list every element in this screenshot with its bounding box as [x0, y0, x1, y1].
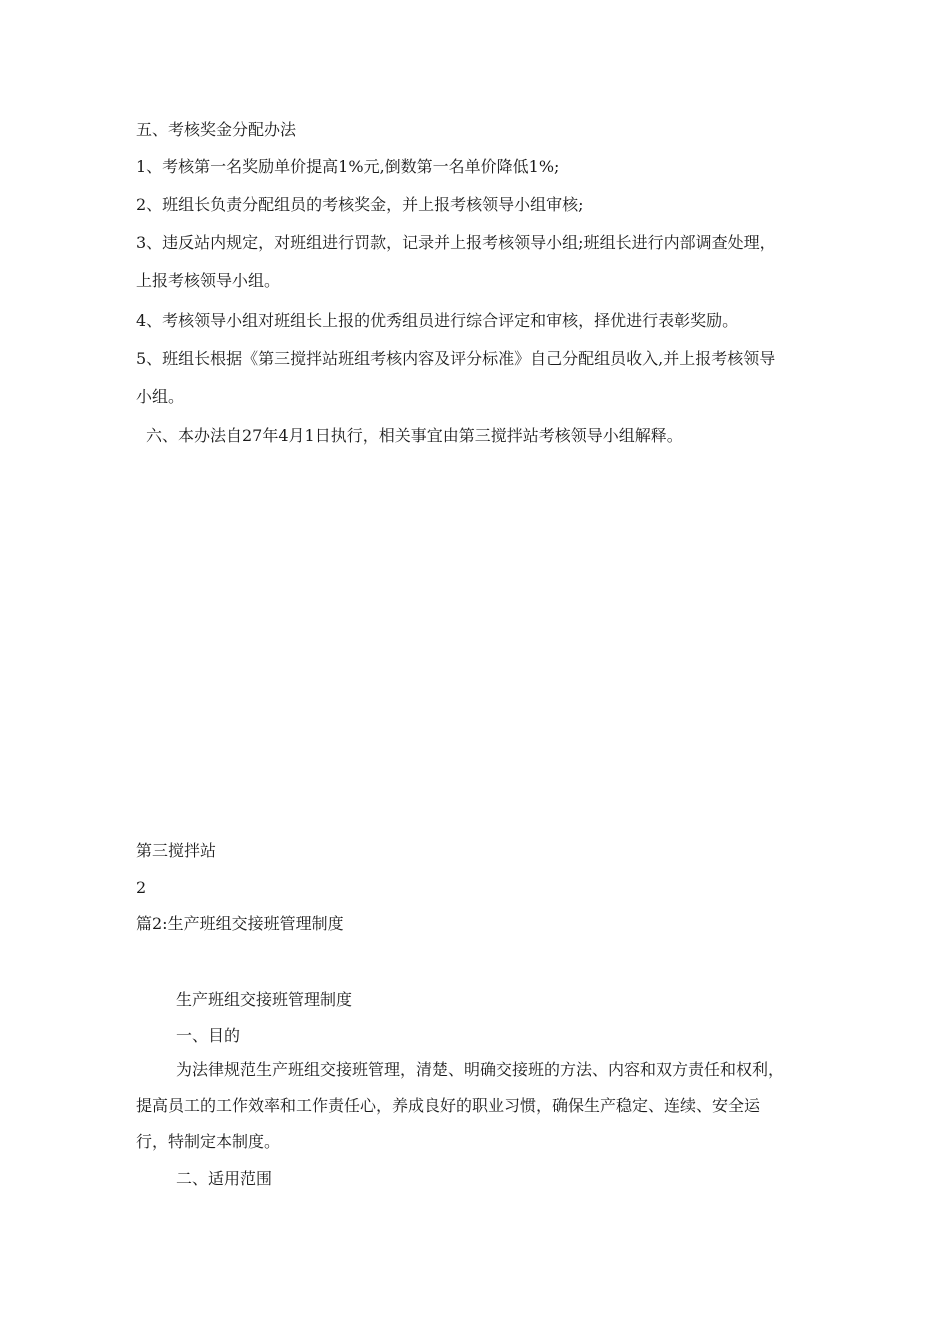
section-one-heading: 一、目的 — [176, 1026, 241, 1045]
section-six-text: 六、本办法自27年4月1日执行，相关事宜由第三搅拌站考核领导小组解释。 — [146, 426, 683, 445]
section-five-item-2: 2、班组长负责分配组员的考核奖金，并上报考核领导小组审核; — [136, 195, 584, 214]
section-two-heading: 二、适用范围 — [176, 1169, 273, 1188]
section-five-item-3-line-1: 3、违反站内规定，对班组进行罚款，记录并上报考核领导小组;班组长进行内部调查处理， — [136, 233, 776, 252]
page-number: 2 — [136, 878, 147, 897]
chapter-title: 生产班组交接班管理制度 — [176, 990, 353, 1009]
section-five-item-5-line-1: 5、班组长根据《第三搅拌站班组考核内容及评分标准》自己分配组员收入,并上报考核领导 — [136, 349, 776, 368]
section-five-item-4: 4、考核领导小组对班组长上报的优秀组员进行综合评定和审核，择优进行表彰奖励。 — [136, 311, 739, 330]
purpose-line-2: 提高员工的工作效率和工作责任心，养成良好的职业习惯，确保生产稳定、连续、安全运 — [136, 1096, 761, 1115]
section-five-item-5-line-2: 小组。 — [136, 387, 185, 406]
purpose-line-3: 行，特制定本制度。 — [136, 1132, 281, 1151]
section-five-heading: 五、考核奖金分配办法 — [136, 120, 297, 139]
purpose-line-1: 为法律规范生产班组交接班管理，清楚、明确交接班的方法、内容和双方责任和权利， — [176, 1060, 785, 1079]
signature-org: 第三搅拌站 — [136, 841, 217, 860]
section-five-item-3-line-2: 上报考核领导小组。 — [136, 271, 281, 290]
section-five-item-1: 1、考核第一名奖励单价提高1%元,倒数第一名单价降低1%; — [136, 157, 560, 176]
chapter-label: 篇2:生产班组交接班管理制度 — [136, 914, 344, 933]
